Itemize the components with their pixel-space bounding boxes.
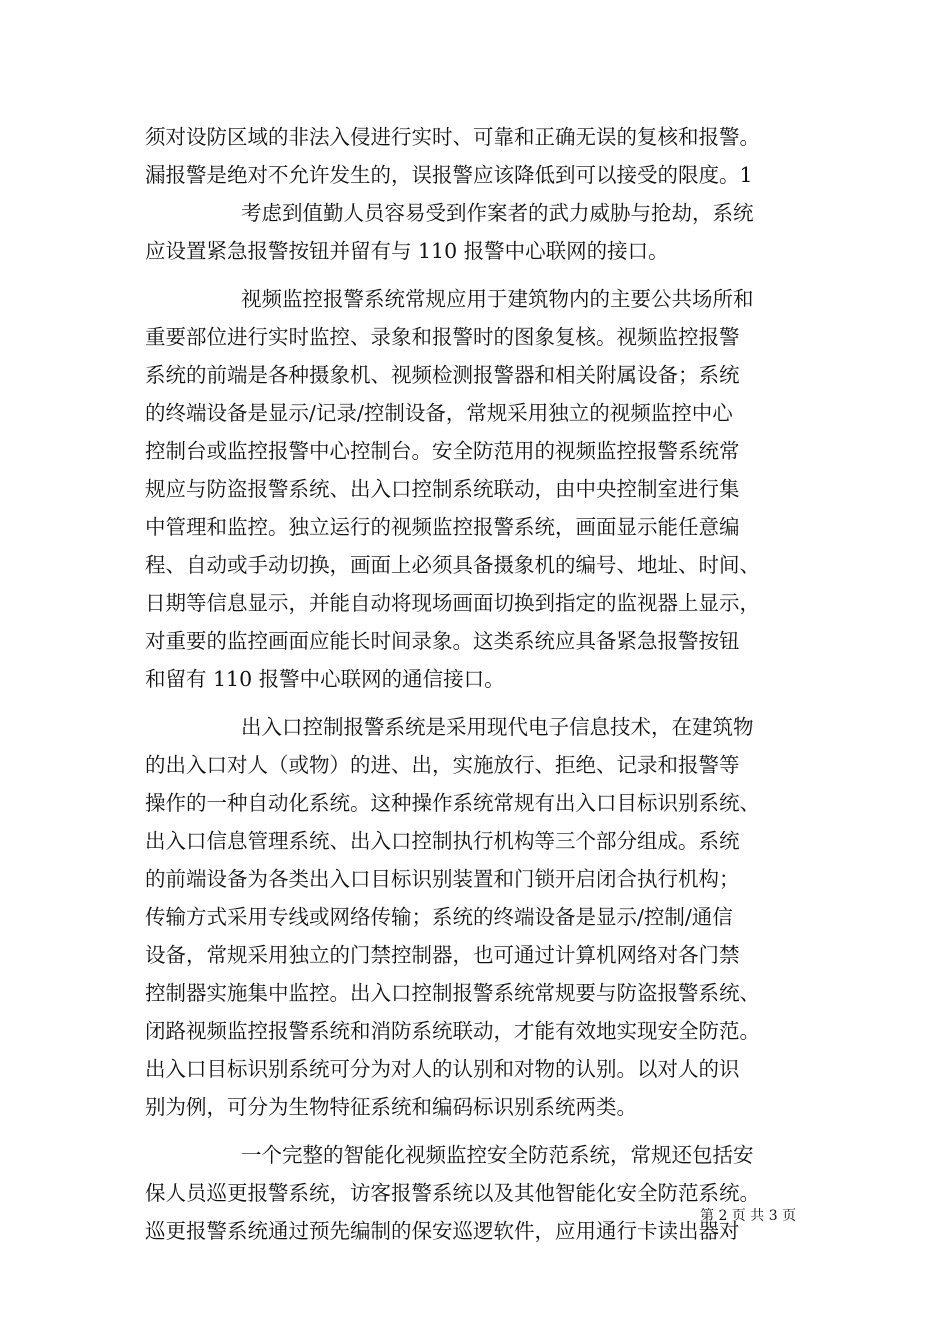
paragraph-gap (145, 698, 825, 708)
text-line: 控制台或监控报警中心控制台。安全防范用的视频监控报警系统常 (145, 439, 740, 463)
text-line: 出入口控制报警系统是采用现代电子信息技术，在建筑物 (241, 715, 754, 739)
text-line: 传输方式采用专线或网络传输；系统的终端设备是显示/控制/通信 (145, 905, 733, 929)
text-line: 考虑到值勤人员容易受到作案者的武力威胁与抢劫，系统 (241, 201, 754, 225)
body-text (145, 118, 825, 1250)
paragraph-4 (145, 708, 825, 1126)
text-line: 重要部位进行实时监控、录象和报警时的图象复核。视频监控报警 (145, 325, 740, 349)
page-number-footer: 第 2 页 共 3 页 (700, 1208, 797, 1224)
text-line: 视频监控报警系统常规应用于建筑物内的主要公共场所和 (241, 287, 754, 311)
text-line: 日期等信息显示，并能自动将现场画面切换到指定的监视器上显示， (145, 591, 760, 615)
text-line: 须对设防区域的非法入侵进行实时、可靠和正确无误的复核和报警。 (145, 125, 760, 149)
text-line: 系统的前端是各种摄象机、视频检测报警器和相关附属设备；系统 (145, 363, 740, 387)
text-line: 控制器实施集中监控。出入口控制报警系统常规要与防盗报警系统、 (145, 981, 760, 1005)
text-line: 操作的一种自动化系统。这种操作系统常规有出入口目标识别系统、 (145, 791, 760, 815)
text-line: 设备，常规采用独立的门禁控制器，也可通过计算机网络对各门禁 (145, 943, 740, 967)
text-line: 对重要的监控画面应能长时间录象。这类系统应具备紧急报警按钮 (145, 629, 740, 653)
text-line: 闭路视频监控报警系统和消防系统联动，才能有效地实现安全防范。 (145, 1019, 760, 1043)
paragraph-gap (145, 270, 825, 280)
text-line: 的终端设备是显示/记录/控制设备，常规采用独立的视频监控中心 (145, 401, 733, 425)
text-line: 和留有 110 报警中心联网的通信接口。 (145, 667, 505, 691)
text-line: 保人员巡更报警系统，访客报警系统以及其他智能化安全防范系统。 (145, 1181, 760, 1205)
text-line: 中管理和监控。独立运行的视频监控报警系统，画面显示能任意编 (145, 515, 740, 539)
text-line: 程、自动或手动切换，画面上必须具备摄象机的编号、地址、时间、 (145, 553, 760, 577)
text-line: 的出入口对人（或物）的进、出，实施放行、拒绝、记录和报警等 (145, 753, 740, 777)
paragraph-3 (145, 280, 825, 698)
text-line: 巡更报警系统通过预先编制的保安巡逻软件，应用通行卡读出器对 (145, 1219, 740, 1243)
text-line: 规应与防盗报警系统、出入口控制系统联动，由中央控制室进行集 (145, 477, 740, 501)
text-line: 出入口信息管理系统、出入口控制执行机构等三个部分组成。系统 (145, 829, 740, 853)
text-line: 的前端设备为各类出入口目标识别装置和门锁开启闭合执行机构； (145, 867, 740, 891)
text-line: 别为例，可分为生物特征系统和编码标识别系统两类。 (145, 1095, 637, 1119)
text-line: 出入口目标识别系统可分为对人的认别和对物的认别。以对人的识 (145, 1057, 740, 1081)
paragraph-5 (145, 1136, 825, 1250)
paragraph-gap (145, 1126, 825, 1136)
text-line: 一个完整的智能化视频监控安全防范系统，常规还包括安 (241, 1143, 754, 1167)
text-line: 漏报警是绝对不允许发生的，误报警应该降低到可以接受的限度。1 (145, 163, 753, 187)
text-line: 应设置紧急报警按钮并留有与 110 报警中心联网的接口。 (145, 239, 669, 263)
paragraph-2 (145, 194, 825, 270)
paragraph-1 (145, 118, 825, 194)
